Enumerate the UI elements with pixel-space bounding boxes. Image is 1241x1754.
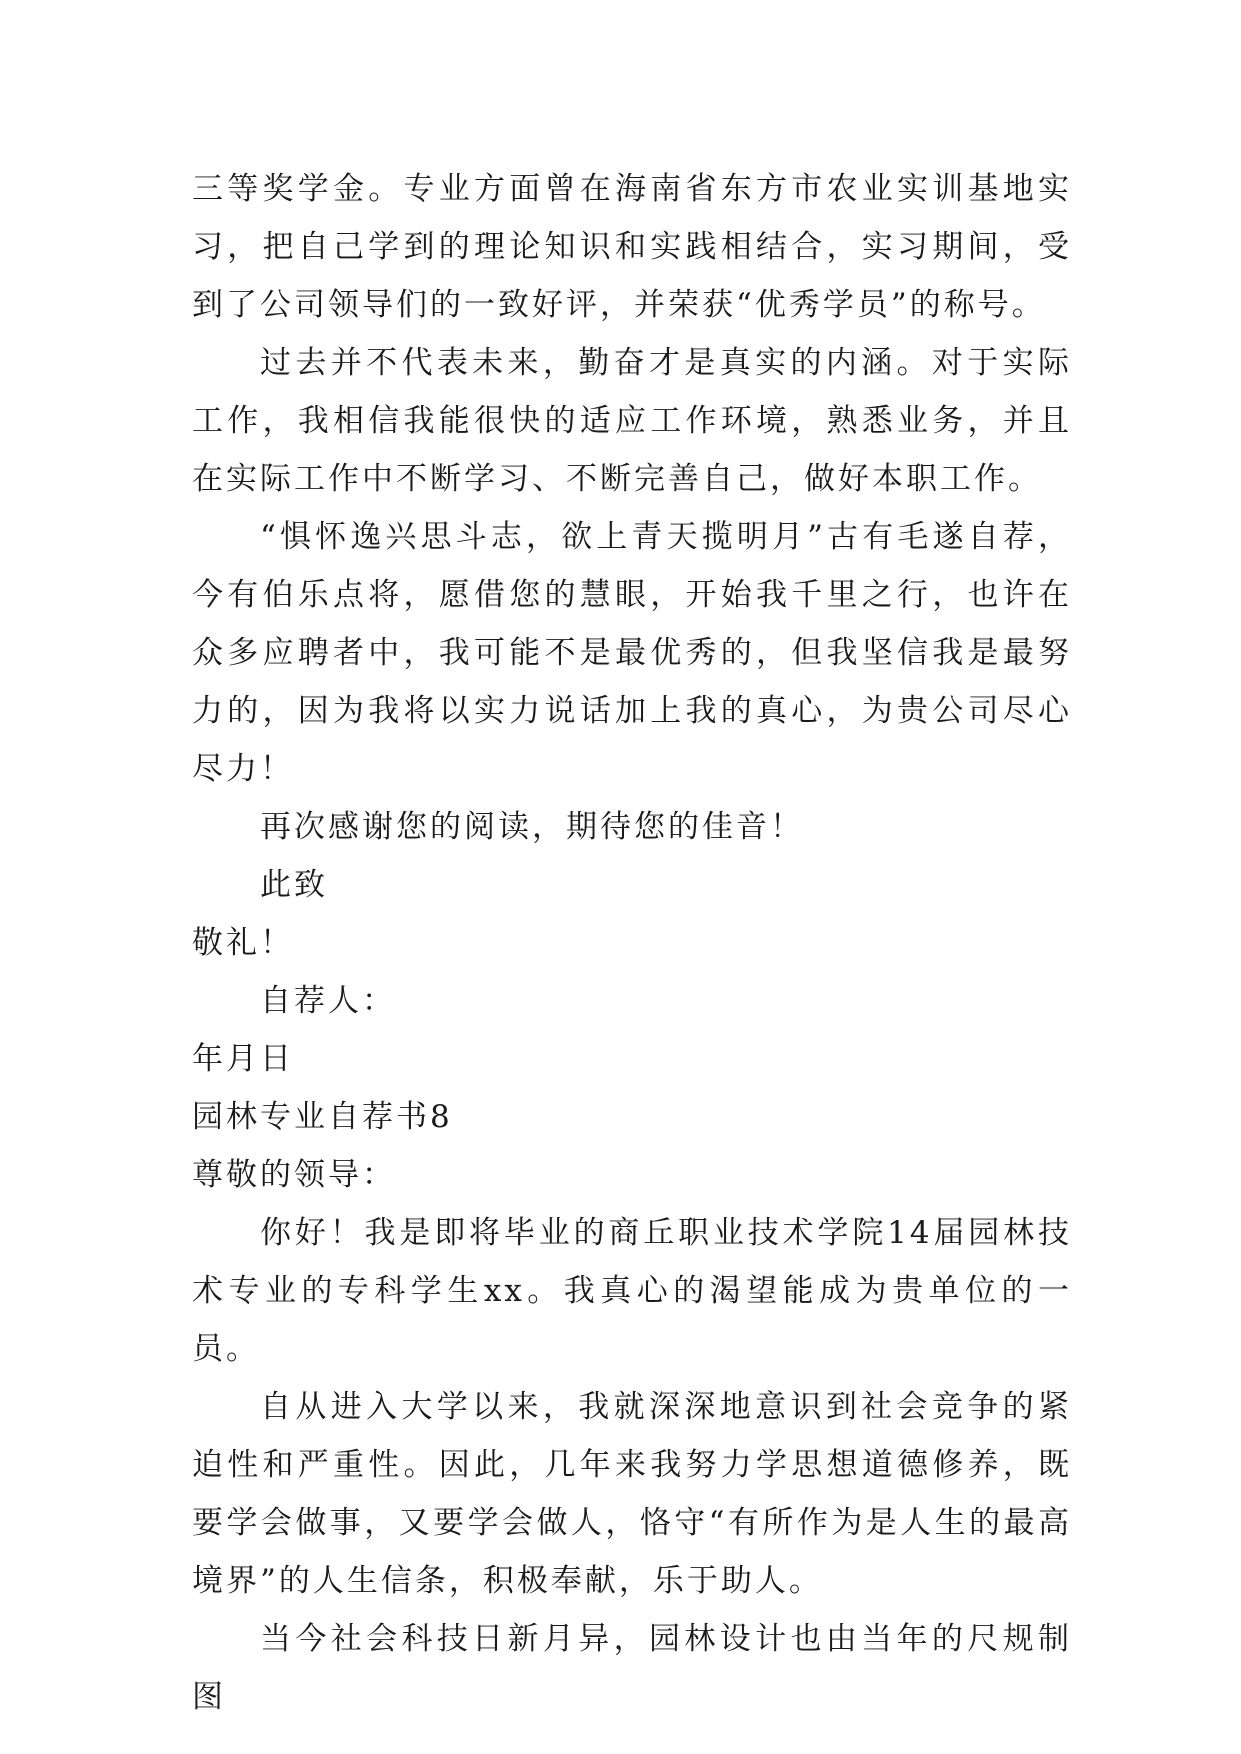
paragraph-technology: 当今社会科技日新月异，园林设计也由当年的尺规制图 (192, 1621, 1072, 1715)
signature-label: 自荐人： (260, 983, 396, 1019)
paragraph-diligence: 过去并不代表未来，勤奋才是真实的内涵。对于实际工作，我相信我能很快的适应工作环境，熟悉业务，并且在实际工作中不断学习、不断完善自己，做好本职工作。 (192, 345, 1072, 497)
paragraph-university-awareness: 自从进入大学以来，我就深深地意识到社会竞争的紧迫性和严重性。因此，几年来我努力学思想道德修养，既要学会做事，又要学会做人，恪守“有所作为是人生的最高境界”的人生信条，积极奉献，乐于助人。 (192, 1389, 1072, 1599)
date-line: 年月日 (192, 1041, 294, 1077)
paragraph-introduction: 你好！我是即将毕业的商丘职业技术学院14届园林技术专业的专科学生xx。我真心的渴望能成为贵单位的一员。 (192, 1215, 1072, 1367)
closing-regards: 敬礼！ (192, 925, 294, 961)
paragraph-scholarship-internship: 三等奖学金。专业方面曾在海南省东方市农业实训基地实习，把自己学到的理论知识和实践相结合，实习期间，受到了公司领导们的一致好评，并荣获“优秀学员”的称号。 (192, 171, 1072, 323)
section-title: 园林专业自荐书8 (192, 1099, 453, 1135)
paragraph-thanks: 再次感谢您的阅读，期待您的佳音！ (260, 809, 804, 845)
paragraph-self-recommendation: “惧怀逸兴思斗志，欲上青天揽明月”古有毛遂自荐，今有伯乐点将，愿借您的慧眼，开始我千里之行，也许在众多应聘者中，我可能不是最优秀的，但我坚信我是最努力的，因为我将以实力说话加上我的真心，为贵公司尽心尽力！ (192, 519, 1072, 787)
closing-salutation: 此致 (260, 867, 328, 903)
greeting: 尊敬的领导： (192, 1157, 396, 1193)
document-body (192, 160, 1072, 1726)
